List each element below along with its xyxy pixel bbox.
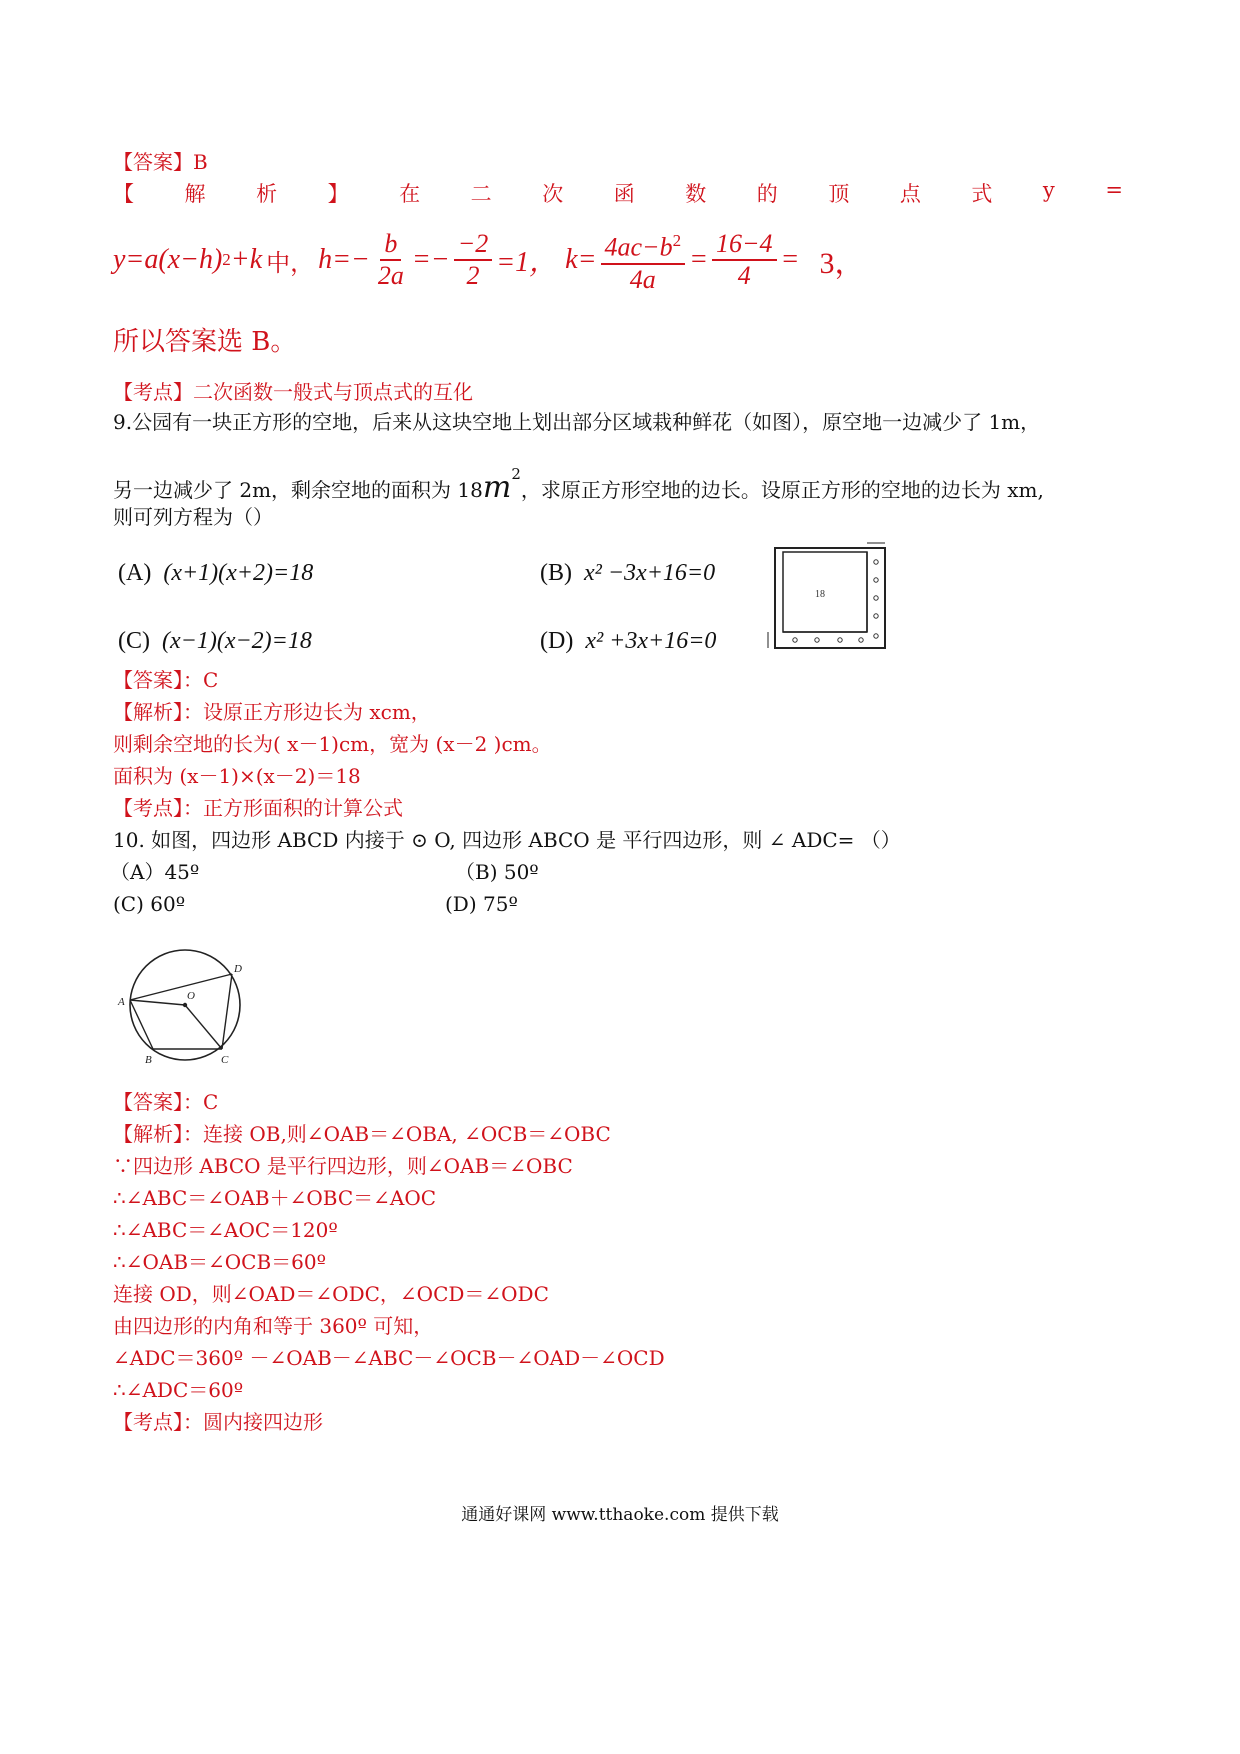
- q10-analysis-8: ∴∠ADC＝60º: [113, 1378, 244, 1402]
- fraction-neg2-2: [454, 229, 493, 291]
- q9-line2b: ，求原正方形空地的边长。设原正方形的空地的边长为 xm,: [520, 478, 1044, 502]
- eq-minus: =−: [411, 244, 450, 276]
- q9-analysis3: 面积为 (x－1)×(x－2)＝18: [113, 764, 361, 788]
- q10-analysis-6: 由四边形的内角和等于 360º 可知，: [113, 1314, 434, 1338]
- option-expr: (x−1)(x−2)=18: [162, 628, 312, 654]
- q10-circle-figure: [115, 945, 255, 1070]
- q9-line1: 9.公园有一块正方形的空地，后来从这块空地上划出部分区域栽种鲜花（如图），原空地一边减少了 1m，: [113, 410, 1041, 434]
- q10-analysis-5: 连接 OD，则∠OAD＝∠ODC，∠OCD＝∠ODC: [113, 1282, 549, 1306]
- option-label: (C): [118, 628, 150, 654]
- frac-num-text: 4ac−b: [604, 232, 673, 262]
- q8-analysis-word: =: [1105, 178, 1123, 202]
- q10-option-b: （B) 50º: [455, 860, 539, 884]
- q8-math-formula: [113, 226, 864, 295]
- q10-analysis-7: ∠ADC＝360º －∠OAB－∠ABC－∠OCB－∠OAD－∠OCD: [113, 1346, 665, 1370]
- q10-option-c: (C) 60º: [113, 892, 186, 916]
- q9-line2a: 另一边减少了 2m，剩余空地的面积为 18: [113, 478, 483, 502]
- q10-answer: 【答案】：C: [113, 1090, 219, 1114]
- label-b: B: [145, 1054, 152, 1066]
- q8-topic: 【考点】二次函数一般式与顶点式的互化: [113, 380, 473, 404]
- frac-num: −2: [454, 229, 493, 261]
- q9-line3: 则可列方程为（）: [113, 505, 273, 529]
- option-expr: x² +3x+16=0: [585, 628, 717, 654]
- vertex-form: y=a(x−h): [113, 244, 223, 276]
- q9-square-figure: [765, 540, 895, 660]
- area-label: 18: [815, 589, 825, 600]
- q10-option-d: (D) 75º: [445, 892, 518, 916]
- fraction-b-2a: [374, 229, 408, 291]
- frac-den: 4: [737, 261, 751, 291]
- k-equals: k=: [565, 244, 597, 276]
- h-equals: h=−: [318, 244, 370, 276]
- frac-num: b: [380, 229, 401, 261]
- frac-den: 2: [466, 261, 480, 291]
- q9-option-a: [118, 560, 313, 587]
- q9-option-c: [118, 628, 312, 655]
- page-footer: 通通好课网 www.tthaoke.com 提供下载: [461, 1505, 779, 1525]
- q8-conclusion: 所以答案选 B。: [113, 327, 297, 357]
- q10-analysis-0: 【解析】：连接 OB,则∠OAB＝∠OBA, ∠OCB＝∠OBC: [113, 1122, 611, 1146]
- fraction-4ac: [601, 226, 686, 295]
- option-label: (D): [540, 628, 574, 654]
- unit-m: m: [482, 470, 512, 505]
- square-exponent: 2: [222, 250, 231, 270]
- label-o: O: [187, 990, 195, 1002]
- equals: =: [780, 244, 800, 276]
- q8-analysis-word: 的: [756, 182, 778, 206]
- fraction-16-4: [712, 229, 777, 291]
- label-d: D: [234, 963, 242, 975]
- q8-analysis-word: 点: [899, 182, 921, 206]
- q10-stem: 10. 如图，四边形 ABCD 内接于 ⊙ O, 四边形 ABCO 是 平行四边形，则 ∠ ADC= （）: [113, 828, 901, 852]
- q8-analysis-word: 【: [113, 182, 134, 206]
- option-label: (A): [118, 560, 152, 586]
- q9-line2: [113, 460, 1044, 504]
- q10-analysis-2: ∴∠ABC＝∠OAB＋∠OBC＝∠AOC: [113, 1186, 437, 1210]
- q8-analysis-word: 式: [971, 182, 993, 206]
- q9-option-d: [540, 628, 716, 655]
- unit-sq: 2: [511, 465, 521, 483]
- q8-analysis-word: 析: [256, 182, 278, 206]
- frac-num: [601, 226, 686, 265]
- plus-k: +k: [230, 244, 263, 276]
- q10-analysis-3: ∴∠ABC＝∠AOC＝120º: [113, 1218, 338, 1242]
- frac-num: 16−4: [712, 229, 777, 261]
- three-result: 3，: [819, 247, 865, 281]
- option-label: (B): [540, 560, 572, 586]
- equals: =: [689, 244, 708, 276]
- q9-analysis1: 【解析】：设原正方形边长为 xcm，: [113, 700, 431, 724]
- frac-den: 4a: [629, 264, 656, 294]
- option-expr: (x+1)(x+2)=18: [163, 560, 314, 586]
- q8-analysis-word: 数: [685, 182, 707, 206]
- eq-one: =1，: [496, 247, 558, 279]
- q8-analysis-word: 函: [613, 182, 635, 206]
- q8-analysis-word: 次: [542, 182, 564, 206]
- q8-analysis-word: 顶: [828, 182, 850, 206]
- q10-analysis-1: ∵四边形 ABCO 是平行四边形，则∠OAB＝∠OBC: [113, 1154, 573, 1178]
- q10-topic: 【考点】：圆内接四边形: [113, 1410, 323, 1434]
- q8-analysis-word: 在: [399, 182, 421, 206]
- q10-option-a: （A）45º: [110, 860, 200, 884]
- q9-analysis2: 则剩余空地的长为( x－1)cm，宽为 (x－2 )cm。: [113, 732, 552, 756]
- q9-option-b: [540, 560, 715, 587]
- q9-topic: 【考点】：正方形面积的计算公式: [113, 796, 403, 820]
- q8-analysis-line: [113, 178, 1123, 208]
- q8-analysis-word: y: [1042, 178, 1055, 202]
- label-c: C: [221, 1054, 229, 1066]
- q8-analysis-word: 】: [327, 182, 349, 206]
- option-expr: x² −3x+16=0: [584, 560, 716, 586]
- q8-analysis-word: 解: [184, 182, 206, 206]
- q10-analysis-4: ∴∠OAB＝∠OCB＝60º: [113, 1250, 327, 1274]
- label-a: A: [118, 996, 125, 1008]
- frac-den: 2a: [377, 261, 404, 291]
- q8-analysis-word: 二: [470, 182, 492, 206]
- q8-answer: 【答案】B: [113, 150, 208, 174]
- square-exponent: 2: [672, 231, 682, 250]
- zhong-text: 中，: [266, 248, 315, 277]
- q9-answer: 【答案】：C: [113, 668, 219, 692]
